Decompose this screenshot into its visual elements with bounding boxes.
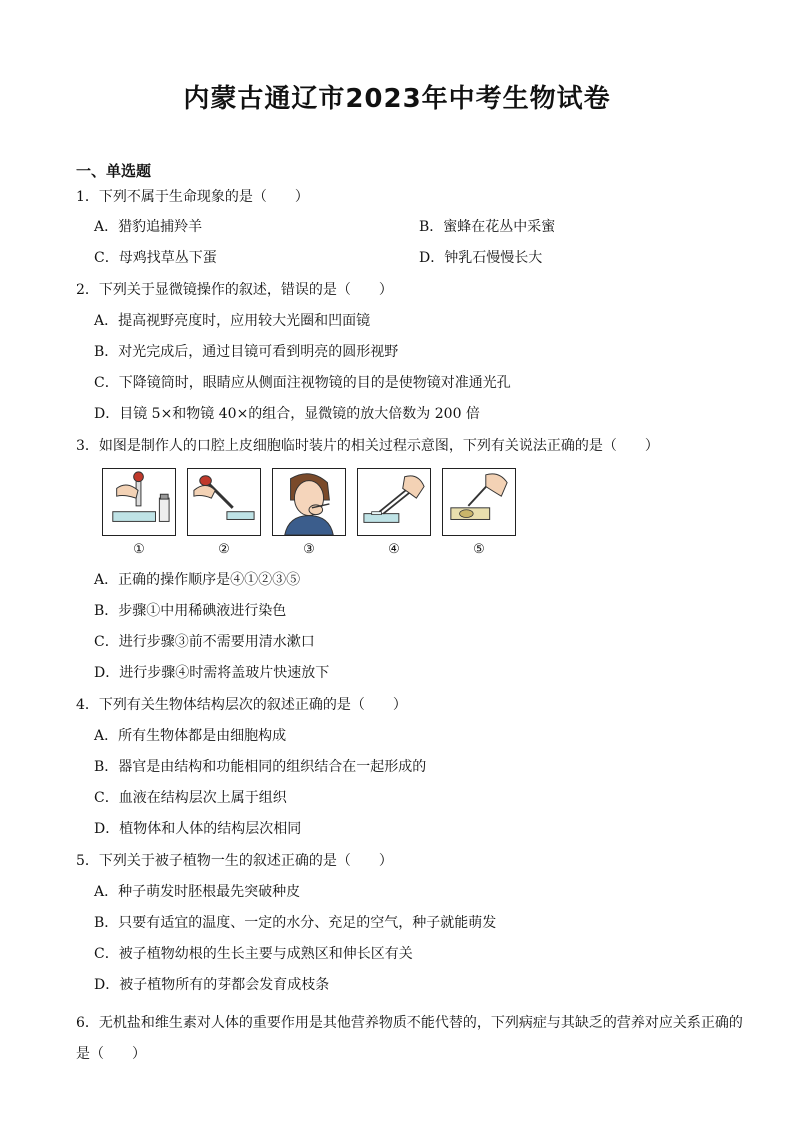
question-2-option-a[interactable]: A．提高视野亮度时，应用较大光圈和凹面镜	[94, 313, 371, 329]
step-3-illustration	[272, 468, 346, 536]
question-3-option-c[interactable]: C．进行步骤③前不需要用清水漱口	[94, 634, 315, 650]
page-title: 内蒙古通辽市2023年中考生物试卷	[183, 84, 611, 114]
question-5-stem: 5．下列关于被子植物一生的叙述正确的是（ ）	[76, 853, 393, 869]
dropper-stain-icon	[443, 469, 515, 535]
question-4-option-a[interactable]: A．所有生物体都是由细胞构成	[94, 728, 287, 744]
question-4-stem: 4．下列有关生物体结构层次的叙述正确的是（ ）	[76, 697, 407, 713]
question-6-stem: 6．无机盐和维生素对人体的重要作用是其他营养物质不能代替的，下列病症与其缺乏的营养对应关系正确的是（ ）	[76, 1015, 743, 1062]
step-1-label: ①	[133, 542, 145, 557]
tweezers-coverslip-icon	[358, 469, 430, 535]
question-2-option-c[interactable]: C．下降镜筒时，眼睛应从侧面注视物镜的目的是使物镜对准通光孔	[94, 375, 511, 391]
question-4-option-c[interactable]: C．血液在结构层次上属于组织	[94, 790, 287, 806]
question-3-stem: 3．如图是制作人的口腔上皮细胞临时装片的相关过程示意图，下列有关说法正确的是（ ）	[76, 438, 659, 454]
question-5-option-d[interactable]: D．被子植物所有的芽都会发育成枝条	[94, 977, 330, 993]
question-5-option-c[interactable]: C．被子植物幼根的生长主要与成熟区和伸长区有关	[94, 946, 413, 962]
question-2-option-b[interactable]: B．对光完成后，通过目镜可看到明亮的圆形视野	[94, 344, 399, 360]
question-4-option-d[interactable]: D．植物体和人体的结构层次相同	[94, 821, 302, 837]
step-3-label: ③	[303, 542, 315, 557]
step-2-label: ②	[218, 542, 230, 557]
step-5-illustration	[442, 468, 516, 536]
dropper-drop-icon	[188, 469, 260, 535]
question-3-option-d[interactable]: D．进行步骤④时需将盖玻片快速放下	[94, 665, 330, 681]
question-1-option-d[interactable]: D．钟乳石慢慢长大	[419, 250, 543, 266]
step-2-illustration	[187, 468, 261, 536]
question-4-option-b[interactable]: B．器官是由结构和功能相同的组织结合在一起形成的	[94, 759, 427, 775]
person-icon	[273, 469, 345, 535]
dropper-slide-icon	[103, 469, 175, 535]
question-5-option-a[interactable]: A．种子萌发时胚根最先突破种皮	[94, 884, 301, 900]
question-1-stem: 1．下列不属于生命现象的是（ ）	[76, 189, 309, 205]
question-5-option-b[interactable]: B．只要有适宜的温度、一定的水分、充足的空气，种子就能萌发	[94, 915, 497, 931]
question-3-figure	[102, 468, 512, 560]
question-1-option-a[interactable]: A．猎豹追捕羚羊	[94, 219, 203, 235]
step-4-illustration	[357, 468, 431, 536]
question-3-option-b[interactable]: B．步骤①中用稀碘液进行染色	[94, 603, 287, 619]
question-2-option-d[interactable]: D．目镜 5×和物镜 40×的组合，显微镜的放大倍数为 200 倍	[94, 406, 480, 422]
question-3-option-a[interactable]: A．正确的操作顺序是④①②③⑤	[94, 572, 301, 588]
section-heading: 一、单选题	[76, 162, 152, 180]
question-1-option-b[interactable]: B．蜜蜂在花丛中采蜜	[419, 219, 556, 235]
step-4-label: ④	[388, 542, 400, 557]
step-1-illustration	[102, 468, 176, 536]
question-2-stem: 2．下列关于显微镜操作的叙述，错误的是（ ）	[76, 282, 393, 298]
step-5-label: ⑤	[473, 542, 485, 557]
question-1-option-c[interactable]: C．母鸡找草丛下蛋	[94, 250, 217, 266]
